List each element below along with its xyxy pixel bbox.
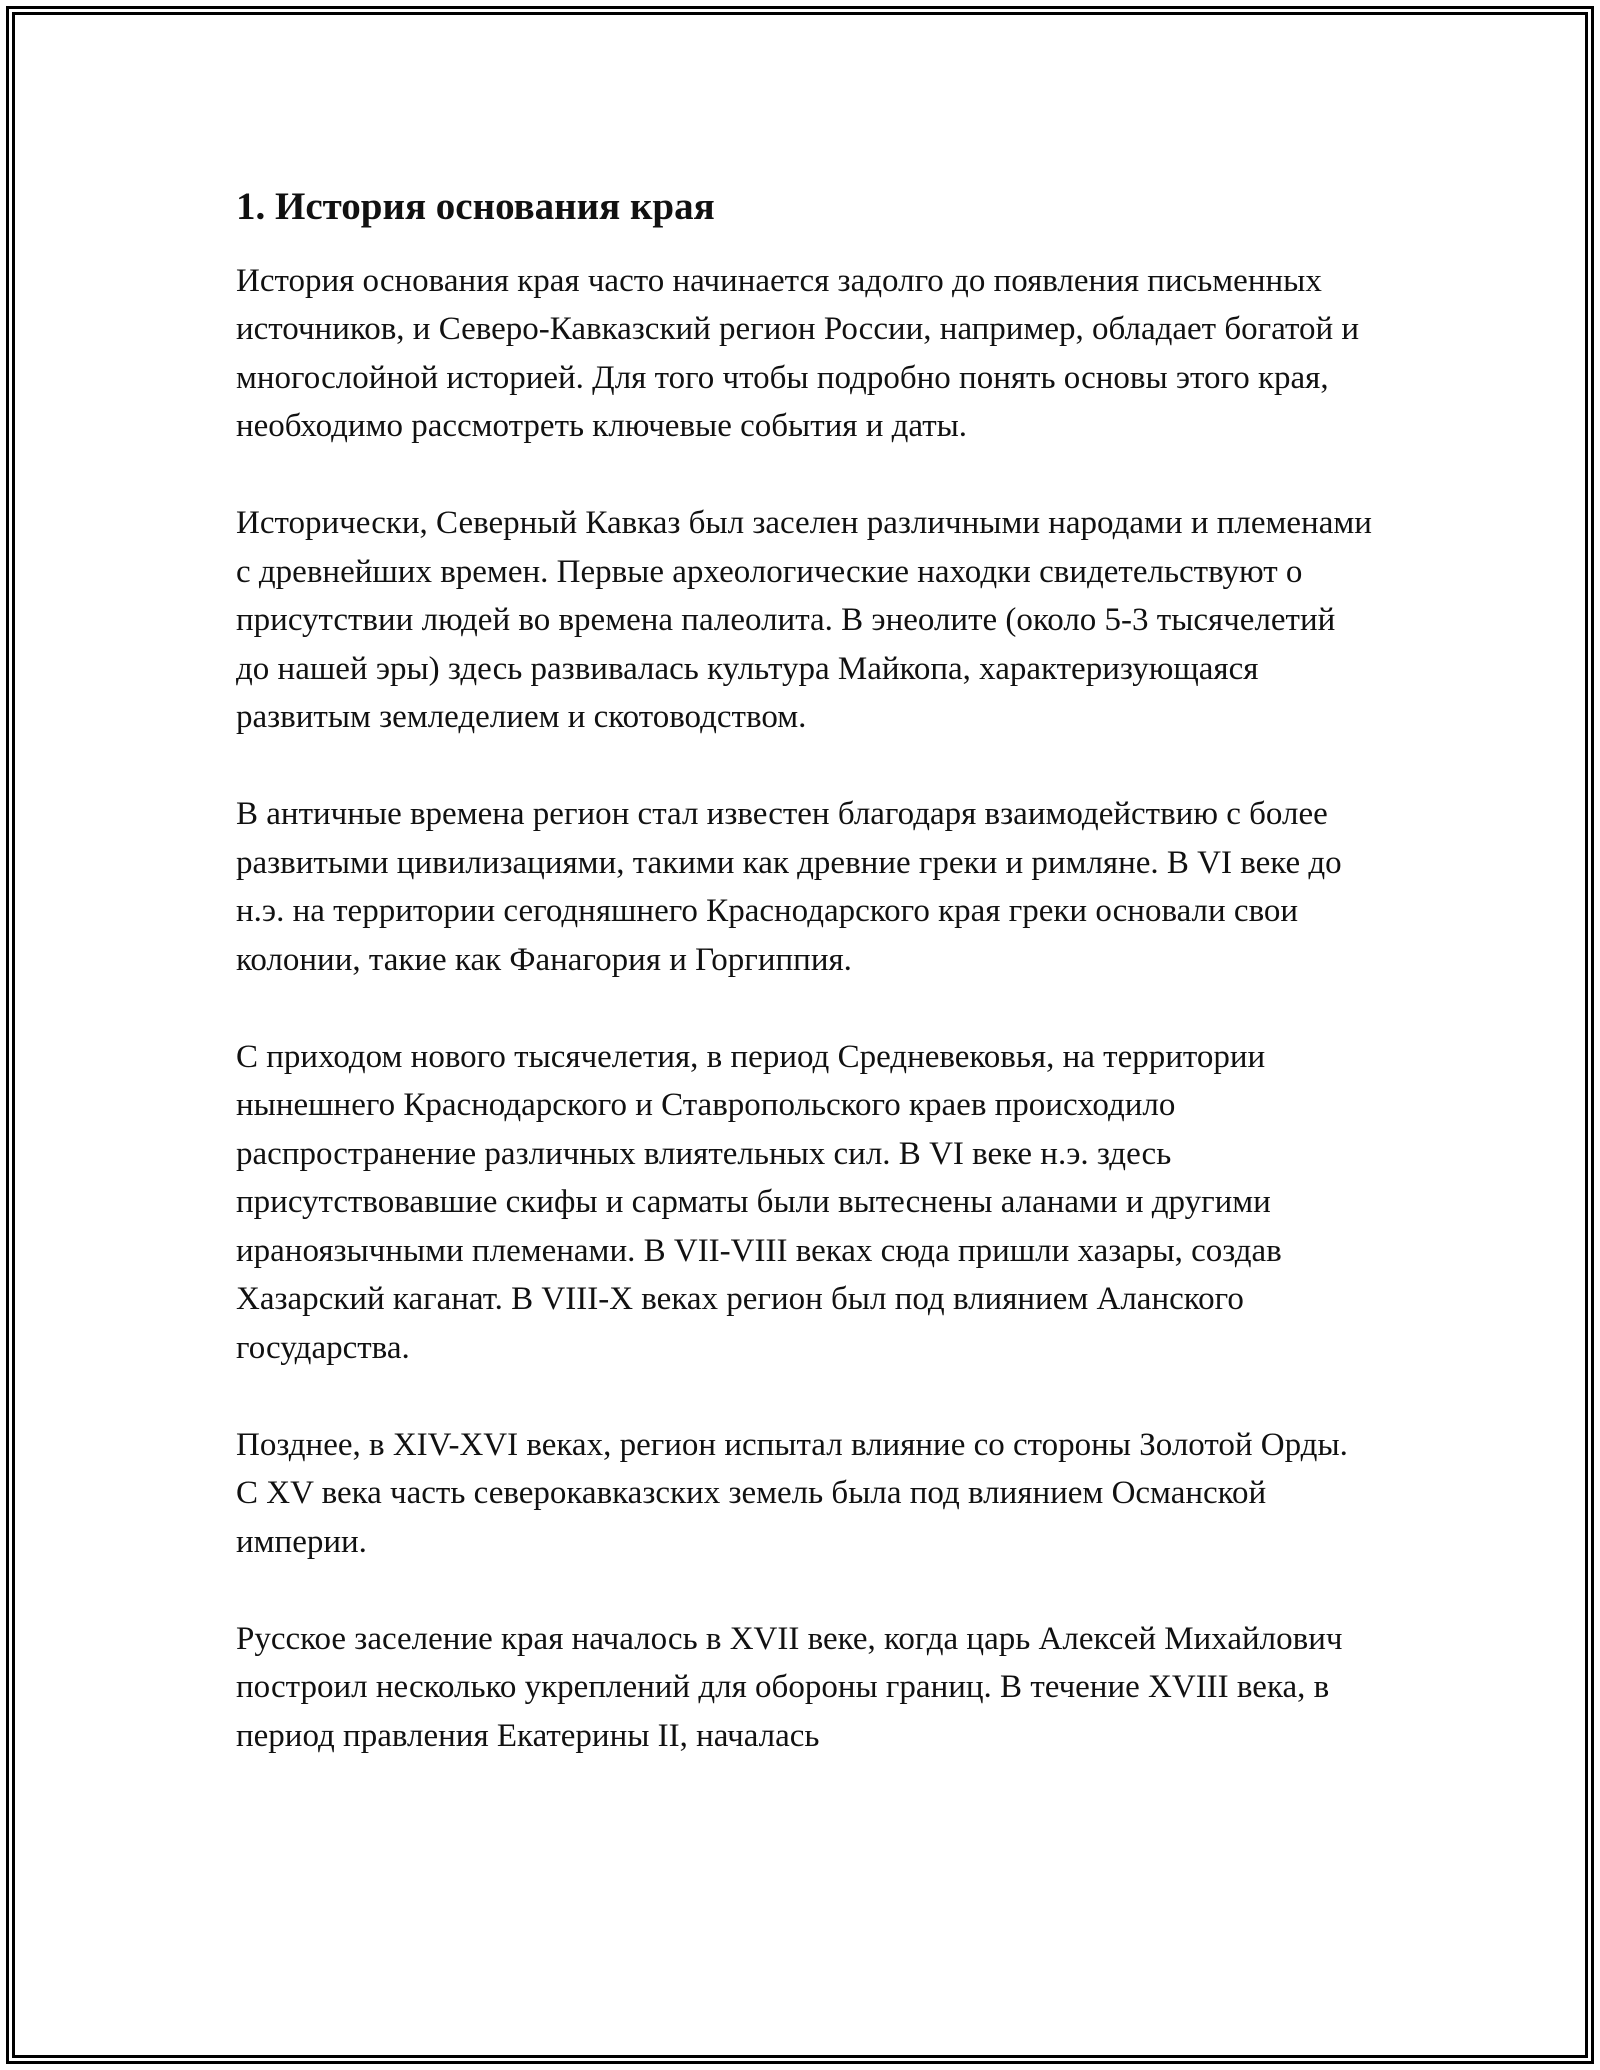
paragraph-6: Русское заселение края началось в XVII веке, когда царь Алексей Михайлович построил несколько укреплений для обороны границ. В течение XVIII века, в период правления Екатерины II, началась xyxy=(236,1620,1343,1754)
document-body xyxy=(236,184,1376,1809)
paragraph-4: С приходом нового тысячелетия, в период Средневековья, на территории нынешнего Краснодарского и Ставропольского краев происходило распространение различных влиятельных сил. В VI веке н.э. здесь присутствовавшие скифы и сарматы были вытеснены аланами и другими ираноязычными племенами. В VII-VIII веках сюда пришли хазары, создав Хазарский каганат. В VIII-X веках регион был под влиянием Аланского государства. xyxy=(236,1038,1282,1366)
paragraph-1: История основания края часто начинается задолго до появления письменных источников, и Северо-Кавказский регион России, например, обладает богатой и многослойной историей. Для того чтобы подробно понять основы этого края, необходимо рассмотреть ключевые события и даты. xyxy=(236,262,1360,445)
paragraph-2: Исторически, Северный Кавказ был заселен различными народами и племенами с древнейших времен. Первые археологические находки свидетельствуют о присутствии людей во времена палеолита. В энеолите (около 5-3 тысячелетий до нашей эры) здесь развивалась культура Майкопа, характеризующаяся развитым земледелием и скотоводством. xyxy=(236,505,1372,736)
paragraph-5: Позднее, в XIV-XVI веках, регион испытал влияние со стороны Золотой Орды. С XV века часть северокавказских земель была под влиянием Османской империи. xyxy=(236,1426,1348,1560)
section-heading: 1. История основания края xyxy=(236,185,715,228)
paragraph-3: В античные времена регион стал известен благодаря взаимодействию с более развитыми цивилизациями, такими как древние греки и римляне. В VI веке до н.э. на территории сегодняшнего Краснодарского края греки основали свои колонии, такие как Фанагория и Горгиппия. xyxy=(236,796,1342,978)
